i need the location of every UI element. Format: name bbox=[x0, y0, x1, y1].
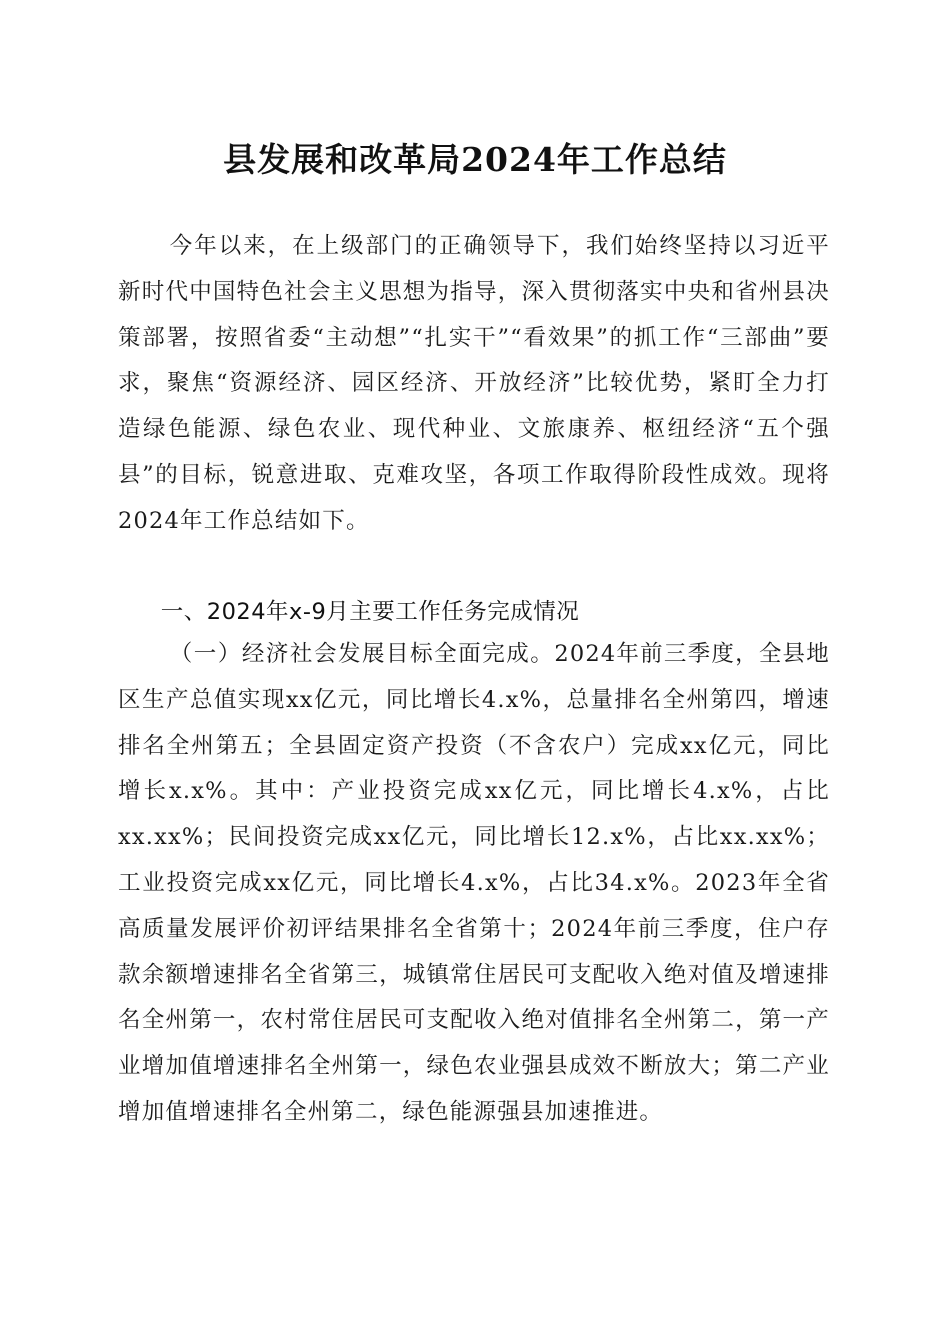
intro-paragraph: 今年以来，在上级部门的正确领导下，我们始终坚持以习近平新时代中国特色社会主义思想为指导，深入贯彻落实中央和省州县决策部署，按照省委“主动想”“扎实干”“看效果”的抓工作“三部曲”要求，聚焦“资源经济、园区经济、开放经济”比较优势，紧盯全力打造绿色能源、绿色农业、现代种业、文旅康养、枢纽经济“五个强县”的目标，锐意进取、克难攻坚，各项工作取得阶段性成效。现将2024年工作总结如下。 bbox=[118, 233, 830, 534]
document-title: 县发展和改革局2024年工作总结 bbox=[223, 140, 727, 179]
subsection-one-paragraph bbox=[118, 632, 830, 1136]
subsection-one-lead: （一）经济社会发展目标全面完成。 bbox=[169, 641, 555, 667]
subsection-one-text: 2024年前三季度，全县地区生产总值实现xx亿元，同比增长4.x%，总量排名全州第四，增速排名全州第五；全县固定资产投资（不含农户）完成xx亿元，同比增长x.x%。其中：产业投资完成xx亿元，同比增长4.x%，占比xx.xx%；民间投资完成xx亿元，同比增长12.x%，占比xx.xx%；工业投资完成xx亿元，同比增长4.x%，占比34.x%。2023年全省高质量发展评价初评结果排名全省第十；2024年前三季度，住户存款余额增速排名全省第三，城镇常住居民可支配收入绝对值及增速排名全州第一，农村常住居民可支配收入绝对值排名全州第二，第一产业增加值增速排名全州第一，绿色农业强县成效不断放大；第二产业增加值增速排名全州第二，绿色能源强县加速推进。 bbox=[118, 641, 830, 1125]
section-one-heading: 一、2024年x-9月主要工作任务完成情况 bbox=[160, 599, 580, 625]
